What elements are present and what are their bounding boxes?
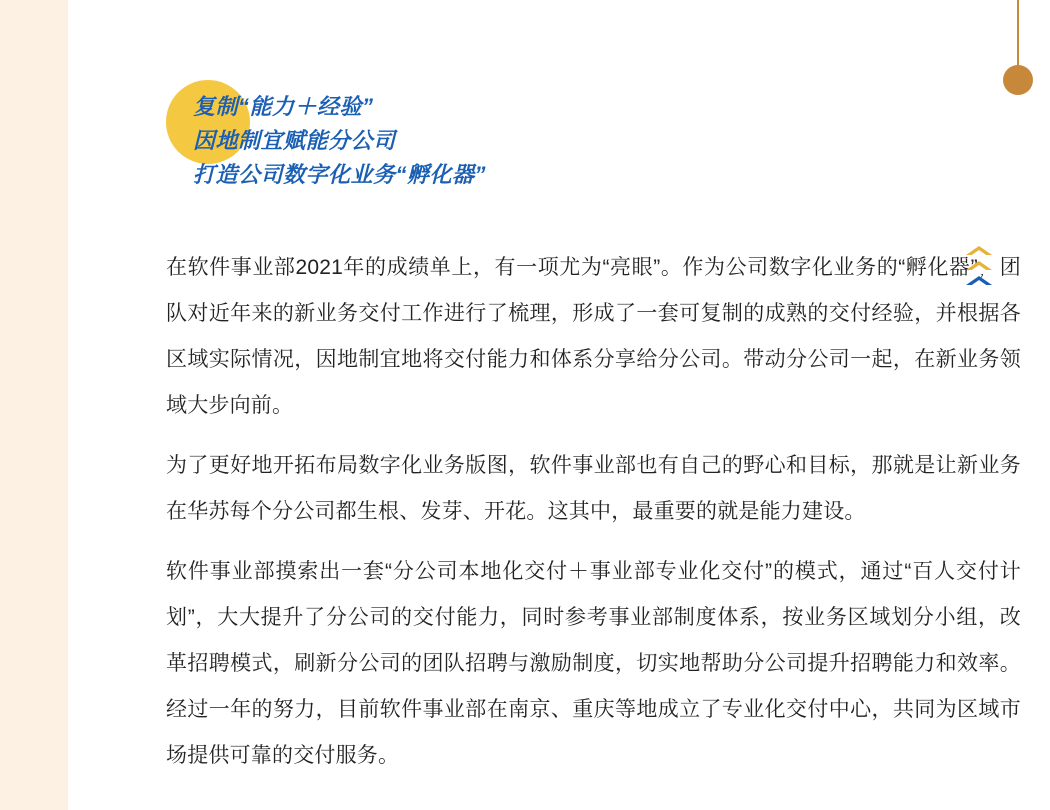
article-sheet xyxy=(68,0,1050,810)
paragraph-1: 在软件事业部2021年的成绩单上，有一项尤为“亮眼”。作为公司数字化业务的“孵化器”，团队对近年来的新业务交付工作进行了梳理，形成了一套可复制的成熟的交付经验，并根据各区域实际情况，因地制宜地将交付能力和体系分享给分公司。带动分公司一起，在新业务领域大步向前。 xyxy=(166,256,1021,417)
chevron-up-icon[interactable] xyxy=(966,276,992,285)
heading-line-1: 复制“能力＋经验” xyxy=(193,94,374,119)
chevron-up-icon[interactable] xyxy=(966,246,992,255)
heading-line-2: 因地制宜赋能分公司 xyxy=(193,128,396,153)
scroll-up-chevrons[interactable] xyxy=(966,246,992,291)
paragraph-2: 为了更好地开拓布局数字化业务版图，软件事业部也有自己的野心和目标，那就是让新业务在华苏每个分公司都生根、发芽、开花。这其中，最重要的就是能力建设。 xyxy=(166,454,1021,523)
article-body xyxy=(166,245,1021,779)
chevron-up-icon[interactable] xyxy=(966,261,992,270)
decorative-dot xyxy=(1003,65,1033,95)
article-heading xyxy=(166,68,966,192)
page-left-edge-strip xyxy=(0,0,68,810)
paragraph-3: 软件事业部摸索出一套“分公司本地化交付＋事业部专业化交付”的模式，通过“百人交付计划”，大大提升了分公司的交付能力，同时参考事业部制度体系，按业务区域划分小组，改革招聘模式，刷新分公司的团队招聘与激励制度，切实地帮助分公司提升招聘能力和效率。经过一年的努力，目前软件事业部在南京、重庆等地成立了专业化交付中心，共同为区域市场提供可靠的交付服务。 xyxy=(166,560,1021,767)
heading-line-3: 打造公司数字化业务“孵化器” xyxy=(193,162,487,187)
heading-lines xyxy=(166,68,966,192)
